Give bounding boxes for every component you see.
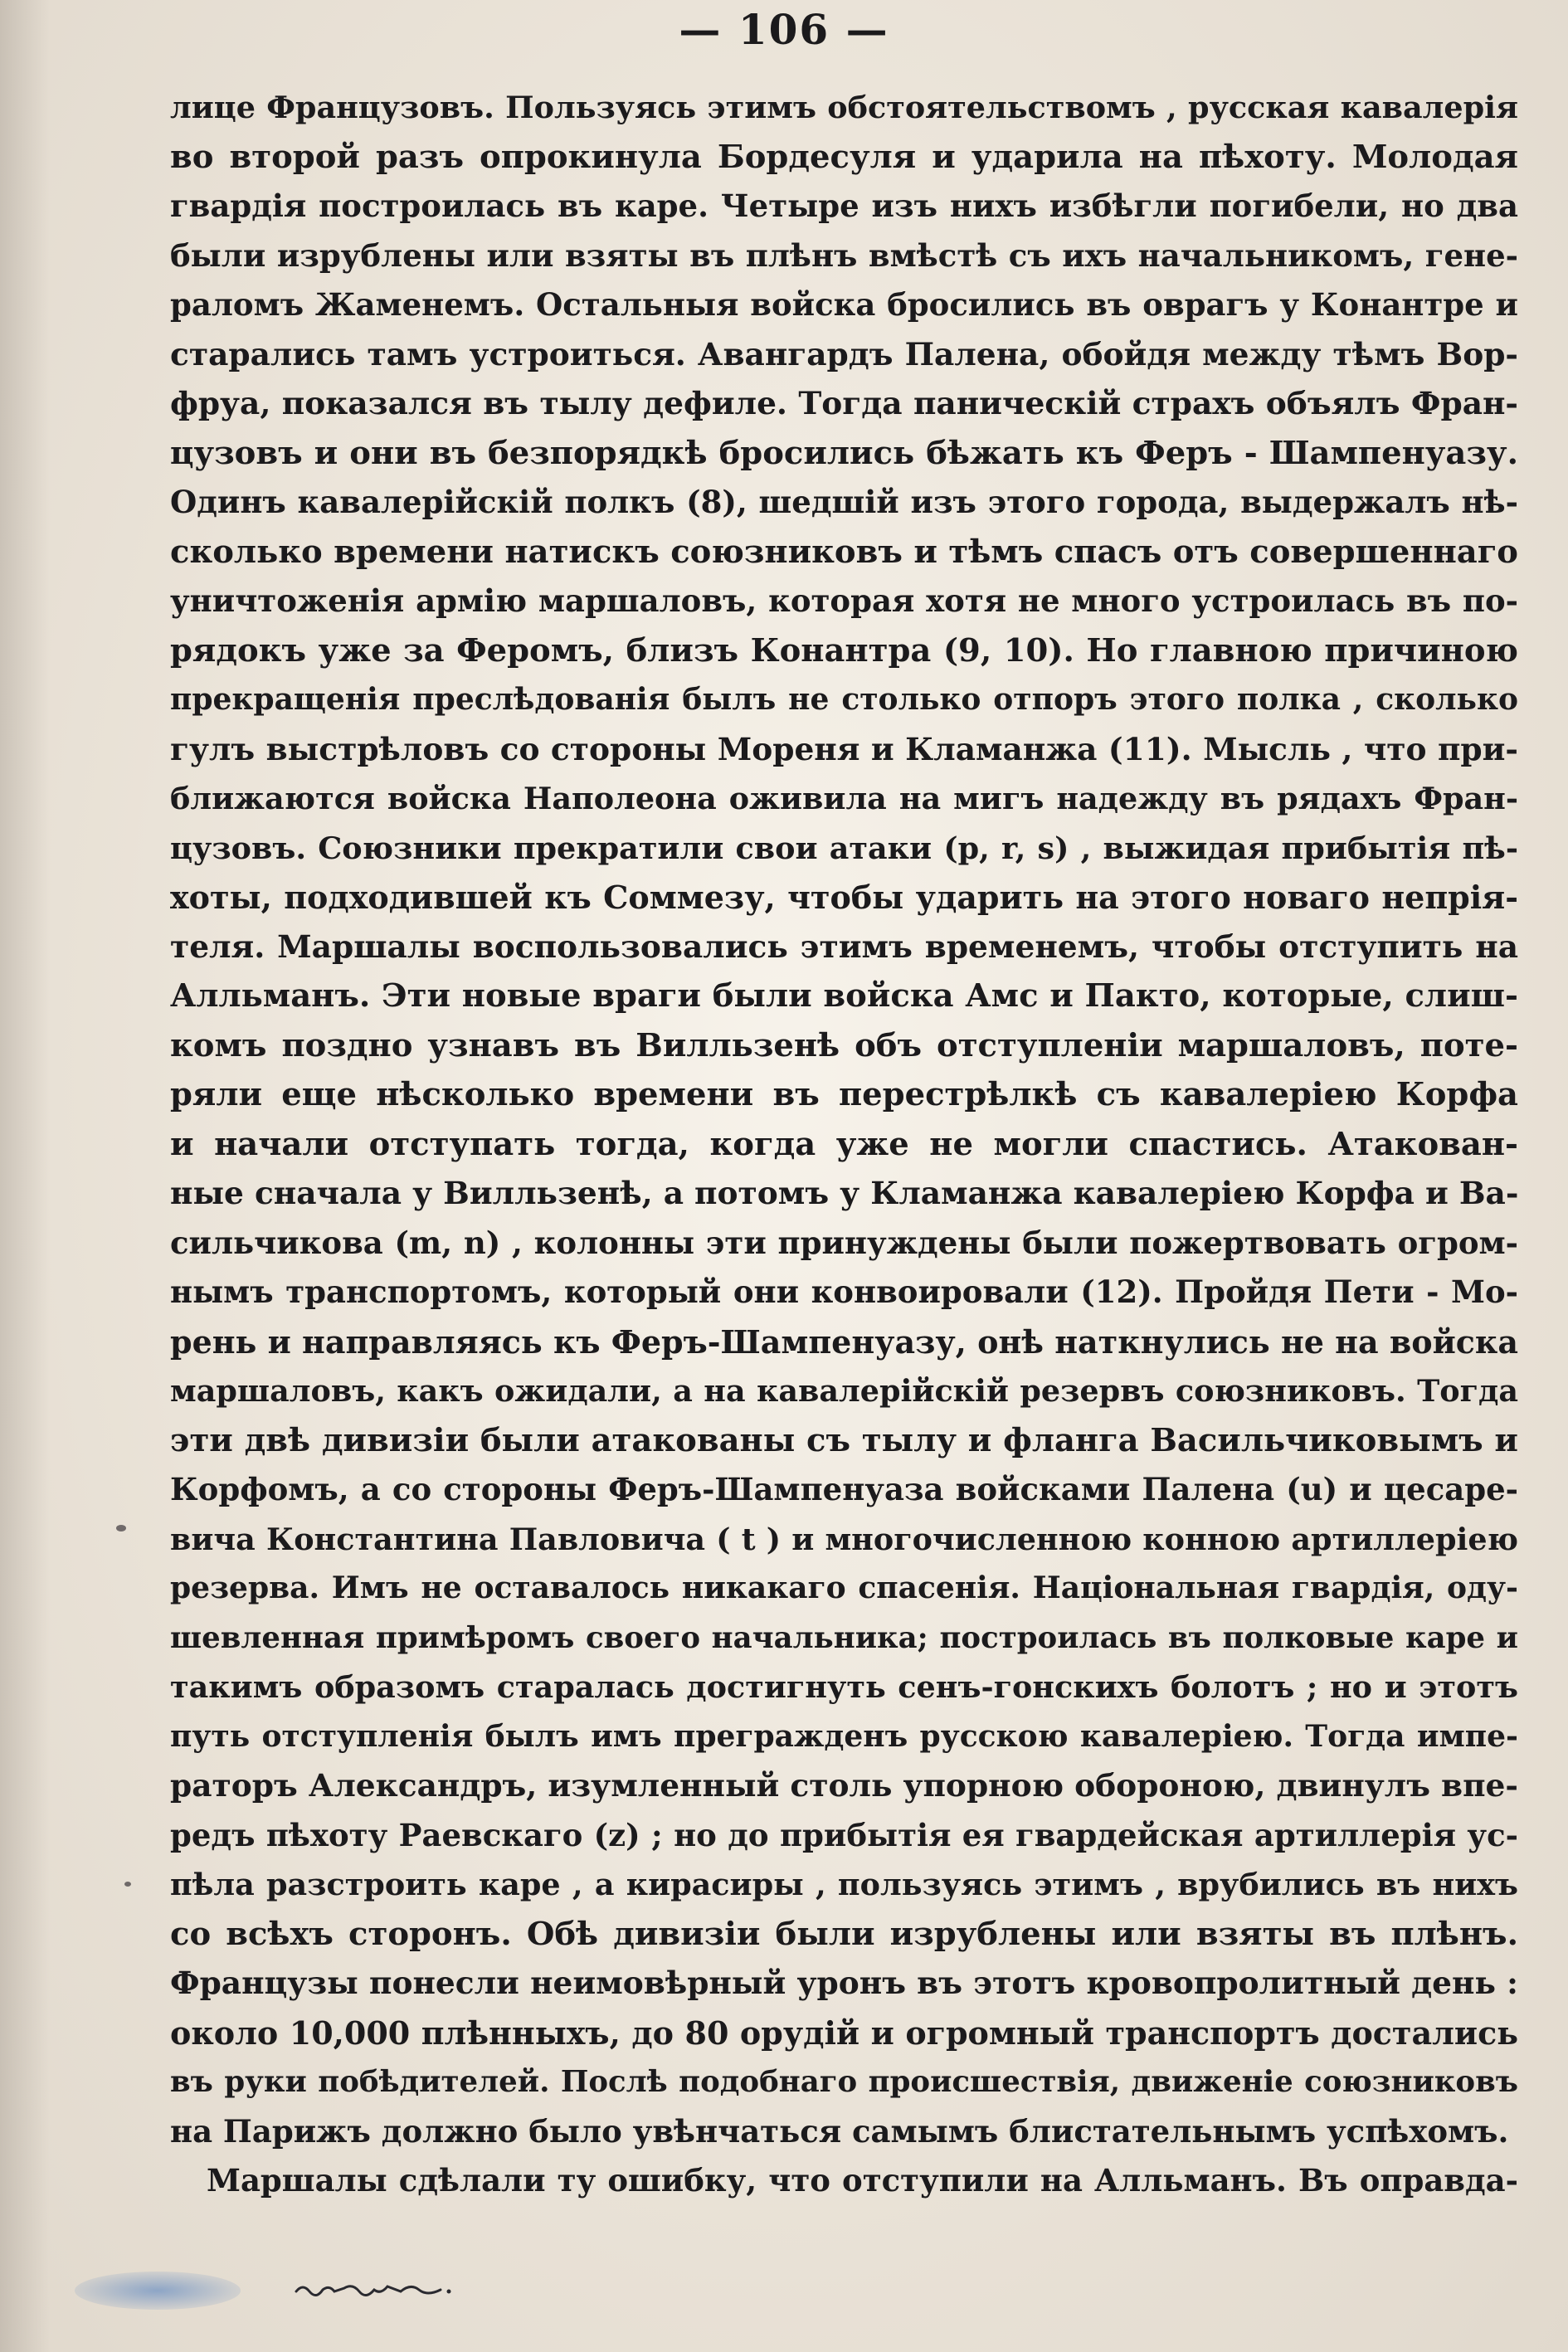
page-edge-shadow bbox=[0, 0, 50, 2352]
text-line: раторъ Александръ, изумленный столь упорною обороною, двинулъ впе- bbox=[170, 1767, 1518, 1804]
text-line: путь отступленія былъ имъ прегражденъ русскою кавалеріею. Тогда импе- bbox=[170, 1718, 1518, 1754]
text-line: Корфомъ, а со стороны Феръ-Шампенуаза войсками Палена (u) и цесаре- bbox=[170, 1471, 1518, 1507]
text-line: на Парижъ должно было увѣнчаться самымъ блистательнымъ успѣхомъ. bbox=[170, 2112, 1509, 2150]
text-line: старались тамъ устроиться. Авангардъ Палена, обойдя между тѣмъ Вор- bbox=[170, 335, 1518, 373]
text-line: нымъ транспортомъ, который они конвоировали (12). Пройдя Пети - Мо- bbox=[170, 1273, 1518, 1310]
text-line: резерва. Имъ не оставалось никакаго спасенія. Національная гвардія, оду- bbox=[170, 1570, 1518, 1605]
text-line: хоты, подходившей къ Соммезу, чтобы ударить на этого новаго непрія- bbox=[170, 879, 1518, 916]
text-line: комъ поздно узнавъ въ Вилльзенѣ объ отступленіи маршаловъ, поте- bbox=[170, 1026, 1518, 1064]
text-line: сколько времени натискъ союзниковъ и тѣмъ спасъ отъ совершеннаго bbox=[170, 533, 1518, 571]
text-line: въ руки побѣдителей. Послѣ подобнаго происшествія, движеніе союзниковъ bbox=[170, 2065, 1518, 2099]
text-line: пѣла разстроить каре , а кирасиры , пользуясь этимъ , врубились въ нихъ bbox=[170, 1867, 1518, 1902]
text-line: лице Французовъ. Пользуясь этимъ обстоятельствомъ , русская кавалерія bbox=[170, 90, 1518, 125]
text-line: рядокъ уже за Феромъ, близъ Конантра (9, 10). Но главною причиною bbox=[170, 631, 1518, 670]
text-line: Маршалы сдѣлали ту ошибку, что отступили на Алльманъ. Въ оправда- bbox=[207, 2162, 1518, 2199]
text-line: такимъ образомъ старалась достигнуть сенъ-гонскихъ болотъ ; но и этотъ bbox=[170, 1669, 1518, 1705]
ink-blot bbox=[75, 2272, 241, 2310]
text-line: ные сначала у Вилльзенѣ, а потомъ у Кламанжа кавалеріею Корфа и Ва- bbox=[170, 1175, 1518, 1211]
text-line: уничтоженія армію маршаловъ, которая хотя не много устроилась въ по- bbox=[170, 582, 1518, 619]
text-line: ближаются войска Наполеона оживила на мигъ надежду въ рядахъ Фран- bbox=[170, 781, 1518, 816]
text-line: маршаловъ, какъ ожидали, а на кавалерійскій резервъ союзниковъ. Тогда bbox=[170, 1373, 1518, 1409]
text-line: около 10,000 плѣнныхъ, до 80 орудій и огромный транспортъ достались bbox=[170, 2014, 1518, 2052]
text-line: со всѣхъ сторонъ. Обѣ дивизіи были изрублены или взяты въ плѣнъ. bbox=[170, 1915, 1518, 1953]
text-line: шевленная примѣромъ своего начальника; построилась въ полковые каре и bbox=[170, 1620, 1518, 1655]
text-line: ряли еще нѣсколько времени въ перестрѣлкѣ съ кавалеріею Корфа bbox=[170, 1076, 1518, 1113]
text-line: сильчикова (m, n) , колонны эти принуждены были пожертвовать огром- bbox=[170, 1224, 1518, 1261]
text-line: эти двѣ дивизіи были атакованы съ тылу и фланга Васильчиковымъ и bbox=[170, 1421, 1518, 1459]
text-line: Одинъ кавалерійскій полкъ (8), шедшій изъ этого города, выдержалъ нѣ- bbox=[170, 484, 1518, 520]
text-line: гулъ выстрѣловъ со стороны Мореня и Кламанжа (11). Мысль , что при- bbox=[170, 730, 1518, 767]
text-line: редъ пѣхоту Раевскаго (z) ; но до прибытія ея гвардейская артиллерія ус- bbox=[170, 1816, 1518, 1853]
margin-mark bbox=[124, 1882, 131, 1887]
text-line: Французы понесли неимовѣрный уронъ въ этотъ кровопролитный день : bbox=[170, 1965, 1518, 2001]
page-text bbox=[170, 83, 1518, 2206]
text-line: цузовъ и они въ безпорядкѣ бросились бѣжать къ Феръ - Шампенуазу. bbox=[170, 434, 1518, 472]
text-line: раломъ Жаменемъ. Остальныя войска бросились въ оврагъ у Конантре и bbox=[170, 286, 1518, 323]
handwritten-scrawl-icon bbox=[295, 2280, 452, 2298]
ink-stamp-icon bbox=[75, 2263, 324, 2313]
margin-mark bbox=[116, 1525, 126, 1531]
text-line: теля. Маршалы воспользовались этимъ временемъ, чтобы отступить на bbox=[170, 928, 1518, 965]
text-line: Алльманъ. Эти новые враги были войска Амс и Пакто, которые, слиш- bbox=[170, 977, 1518, 1015]
text-line: гвардія построилась въ каре. Четыре изъ нихъ избѣгли погибели, но два bbox=[170, 187, 1518, 224]
text-line: прекращенія преслѣдованія былъ не столько отпоръ этого полка , сколько bbox=[170, 682, 1518, 717]
text-line: и начали отступать тогда, когда уже не могли спастись. Атакован- bbox=[170, 1125, 1518, 1163]
text-line: фруа, показался въ тылу дефиле. Тогда паническій страхъ объялъ Фран- bbox=[170, 385, 1518, 421]
text-line: были изрублены или взяты въ плѣнъ вмѣстѣ съ ихъ начальникомъ, гене- bbox=[170, 236, 1518, 274]
text-line: рень и направляясь къ Феръ-Шампенуазу, онѣ наткнулись не на войска bbox=[170, 1322, 1518, 1361]
text-line: вича Константина Павловича ( t ) и многочисленною конною артиллеріею bbox=[170, 1521, 1518, 1557]
text-line: во второй разъ опрокинула Бордесуля и ударила на пѣхоту. Молодая bbox=[170, 138, 1518, 176]
page-number: — 106 — bbox=[679, 5, 889, 54]
text-line: цузовъ. Союзники прекратили свои атаки (p, r, s) , выжидая прибытія пѣ- bbox=[170, 830, 1518, 866]
